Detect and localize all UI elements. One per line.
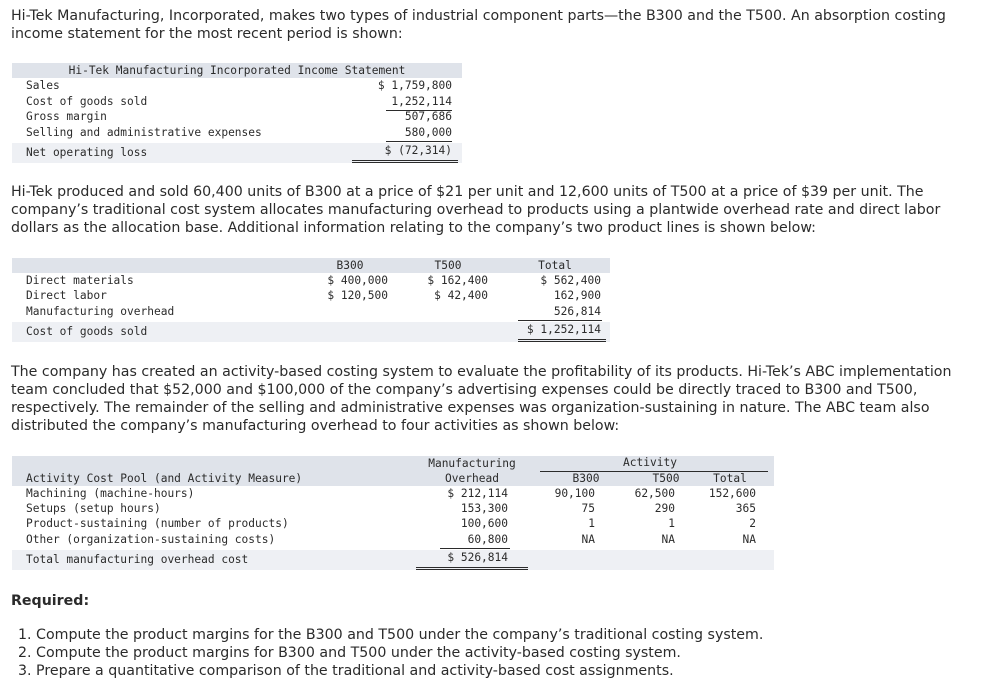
col-header-t500: T500 bbox=[434, 259, 462, 272]
income-row-label: Sales bbox=[26, 79, 60, 92]
income-row-label: Net operating loss bbox=[26, 146, 148, 159]
abc-paragraph: The company has created an activity-based costing system to evaluate the profitability of its products. Hi-Tek’s ABC implementation team concluded that $52,000 and $100,000 of the company’s advertising expenses could be directly traced to B300 and T500, respectively. The remainder of the selling and administrative expenses was organization-sustaining in nature. The ABC team also distributed the company’s manufacturing overhead to four activities as shown below: bbox=[11, 364, 952, 434]
activity-row-total: 152,600 bbox=[708, 487, 756, 500]
income-row-label: Cost of goods sold bbox=[26, 95, 148, 108]
required-item: 1. Compute the product margins for the B300 and T500 under the company’s traditional costing system. bbox=[18, 627, 764, 643]
product-row-b300: $ 400,000 bbox=[327, 274, 388, 287]
income-row-label: Gross margin bbox=[26, 110, 107, 123]
header-activity: Activity bbox=[623, 456, 677, 469]
income-row-value: 1,252,114 bbox=[391, 95, 452, 108]
required-item: 3. Prepare a quantitative comparison of the traditional and activity-based cost assignments. bbox=[18, 663, 674, 679]
product-row-total: 526,814 bbox=[553, 305, 601, 318]
underline bbox=[440, 548, 510, 549]
product-row-label: Cost of goods sold bbox=[26, 325, 148, 338]
income-row-label: Selling and administrative expenses bbox=[26, 126, 262, 139]
product-row-label: Manufacturing overhead bbox=[26, 305, 175, 318]
col-header-total: Total bbox=[538, 259, 572, 272]
activity-row-moh: 60,800 bbox=[467, 533, 508, 546]
required-item: 2. Compute the product margins for B300 and T500 under the activity-based costing system. bbox=[18, 645, 681, 661]
activity-row-total: 365 bbox=[735, 502, 756, 515]
activity-row-t500: 62,500 bbox=[634, 487, 675, 500]
activity-row-label: Machining (machine-hours) bbox=[26, 487, 195, 500]
product-row-total: 162,900 bbox=[553, 289, 601, 302]
product-row-label: Direct labor bbox=[26, 289, 107, 302]
income-row-value: $ 1,759,800 bbox=[377, 79, 452, 92]
product-info-paragraph: Hi-Tek produced and sold 60,400 units of B300 at a price of $21 per unit and 12,600 units of T500 at a price of $39 per unit. The company’s traditional cost system allocates manufacturing overhead to products using a plantwide overhead rate and direct labor dollars as the allocation base. Additional information relating to the company’s two product lines is shown below: bbox=[11, 184, 941, 236]
header-total: Total bbox=[713, 472, 747, 485]
activity-row-label: Other (organization-sustaining costs) bbox=[26, 533, 276, 546]
income-row-value: $ (72,314) bbox=[384, 144, 452, 157]
header-b300: B300 bbox=[572, 472, 600, 485]
activity-row-b300: 90,100 bbox=[554, 487, 595, 500]
activity-row-moh: $ 212,114 bbox=[447, 487, 508, 500]
header-activity-pool: Activity Cost Pool (and Activity Measure) bbox=[26, 472, 303, 485]
product-row-t500: $ 42,400 bbox=[434, 289, 488, 302]
activity-row-b300: NA bbox=[581, 533, 595, 546]
activity-row-b300: 75 bbox=[581, 502, 595, 515]
product-row-b300: $ 120,500 bbox=[327, 289, 388, 302]
income-row-value: 580,000 bbox=[404, 126, 452, 139]
activity-row-t500: NA bbox=[661, 533, 675, 546]
income-statement-title: Hi-Tek Manufacturing Incorporated Income Statement bbox=[68, 64, 406, 77]
header-moh-line1: Manufacturing bbox=[428, 457, 516, 470]
product-row-total: $ 562,400 bbox=[540, 274, 601, 287]
activity-row-total: 2 bbox=[749, 517, 756, 530]
activity-row-label: Setups (setup hours) bbox=[26, 502, 161, 515]
activity-row-label: Total manufacturing overhead cost bbox=[26, 553, 249, 566]
product-row-t500: $ 162,400 bbox=[427, 274, 488, 287]
double-underline bbox=[416, 567, 528, 570]
activity-row-total: NA bbox=[742, 533, 756, 546]
activity-row-b300: 1 bbox=[588, 517, 595, 530]
required-title: Required: bbox=[11, 593, 90, 609]
activity-row-t500: 1 bbox=[668, 517, 675, 530]
activity-row-moh: $ 526,814 bbox=[447, 551, 508, 564]
activity-row-t500: 290 bbox=[654, 502, 675, 515]
header-t500: T500 bbox=[652, 472, 680, 485]
col-header-b300: B300 bbox=[336, 259, 364, 272]
product-row-total: $ 1,252,114 bbox=[526, 323, 601, 336]
product-row-label: Direct materials bbox=[26, 274, 134, 287]
activity-row-moh: 100,600 bbox=[460, 517, 508, 530]
activity-row-moh: 153,300 bbox=[460, 502, 508, 515]
header-moh-line2: Overhead bbox=[445, 472, 499, 485]
income-row-value: 507,686 bbox=[404, 110, 452, 123]
intro-paragraph: Hi-Tek Manufacturing, Incorporated, makes two types of industrial component parts—the B300 and the T500. An absorption costing income statement for the most recent period is shown: bbox=[11, 8, 946, 42]
activity-row-label: Product-sustaining (number of products) bbox=[26, 517, 289, 530]
